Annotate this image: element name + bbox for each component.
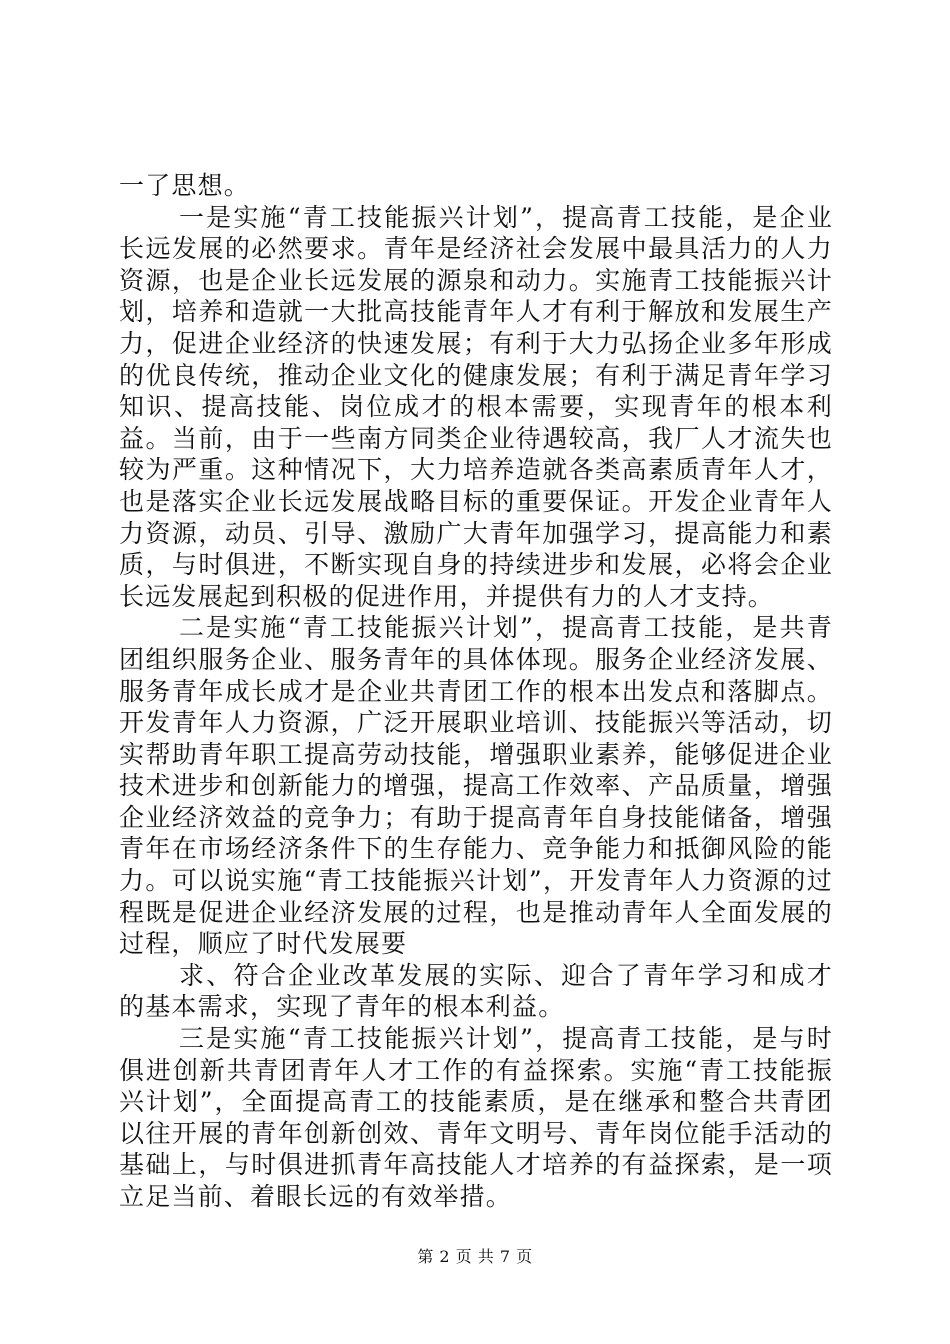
page-number-label: 第 2 页 共 7 页 [417,1247,533,1266]
paragraph-point-two-continued: 求、符合企业改革发展的实际、迎合了青年学习和成才的基本需求，实现了青年的根本利益。 [119,960,833,1022]
paragraph-point-two: 二是实施“青工技能振兴计划”，提高青工技能，是共青团组织服务企业、服务青年的具体体现。服务企业经济发展、服务青年成长成才是企业共青团工作的根本出发点和落脚点。开发青年人力资源，广泛开展职业培训、技能振兴等活动，切实帮助青年职工提高劳动技能，增强职业素养，能够促进企业技术进步和创新能力的增强，提高工作效率、产品质量，增强企业经济效益的竞争力；有助于提高青年自身技能储备，增强青年在市场经济条件下的生存能力、竞争能力和抵御风险的能力。可以说实施“青工技能振兴计划”，开发青年人力资源的过程既是促进企业经济发展的过程，也是推动青年人全面发展的过程，顺应了时代发展要 [119,613,833,959]
paragraph-point-three: 三是实施“青工技能振兴计划”，提高青工技能，是与时俱进创新共青团青年人才工作的有益探索。实施“青工技能振兴计划”，全面提高青工的技能素质，是在继承和整合共青团以往开展的青年创新创效、青年文明号、青年岗位能手活动的基础上，与时俱进抓青年高技能人才培养的有益探索，是一项立足当前、着眼长远的有效举措。 [119,1024,833,1211]
page-footer [0,1244,950,1267]
paragraph-continuation: 一了思想。 [119,171,251,200]
document-body [119,170,833,1213]
paragraph-point-one: 一是实施“青工技能振兴计划”，提高青工技能，是企业长远发展的必然要求。青年是经济社会发展中最具活力的人力资源，也是企业长远发展的源泉和动力。实施青工技能振兴计划，培养和造就一大批高技能青年人才有利于解放和发展生产力，促进企业经济的快速发展；有利于大力弘扬企业多年形成的优良传统，推动企业文化的健康发展；有利于满足青年学习知识、提高技能、岗位成才的根本需要，实现青年的根本利益。当前，由于一些南方同类企业待遇较高，我厂人才流失也较为严重。这种情况下，大力培养造就各类高素质青年人才，也是落实企业长远发展战略目标的重要保证。开发企业青年人力资源，动员、引导、激励广大青年加强学习，提高能力和素质，与时俱进，不断实现自身的持续进步和发展，必将会企业长远发展起到积极的促进作用，并提供有力的人才支持。 [119,202,833,611]
